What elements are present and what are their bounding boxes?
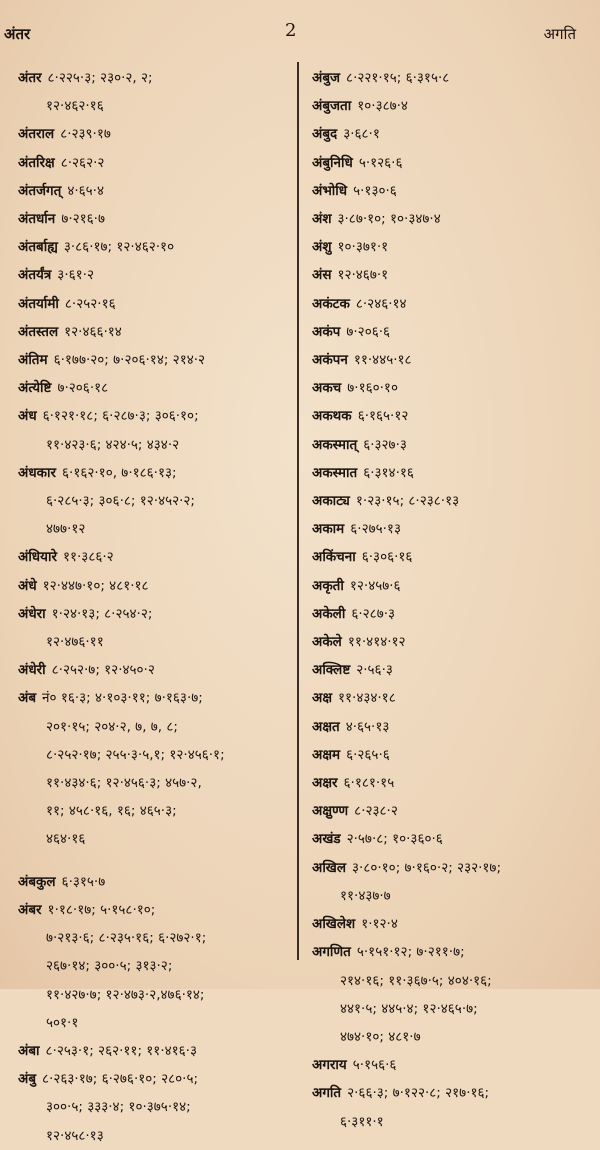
- headword: अंतस्तल: [18, 323, 59, 340]
- reference-continuation: ८·२५२·१७; २५५·३·५,१; १२·४५६·१;: [46, 746, 225, 763]
- reference-line: ८·२४६·१४: [355, 295, 407, 312]
- headword: अकंप: [312, 323, 341, 340]
- reference-line: १२·४४७·१०; ४८१·१८: [42, 577, 149, 594]
- reference-continuation: ४४१·५; ४४५·४; १२·४६५·७;: [340, 1000, 478, 1017]
- headword: अकस्मात: [312, 464, 358, 481]
- reference-line: ४·६५·१३: [345, 718, 390, 735]
- index-entry: [312, 825, 597, 853]
- index-entry: [312, 402, 597, 430]
- index-entry: [312, 600, 597, 628]
- index-entry: [18, 149, 288, 177]
- page-number: 2: [285, 20, 297, 41]
- running-header-left: अंतर: [4, 25, 31, 43]
- headword: अंतर्धान: [18, 211, 56, 228]
- index-entry: [312, 713, 597, 741]
- reference-line: १२·४६६·१४: [64, 323, 122, 340]
- reference-line: ८·२५२·१६: [64, 295, 116, 312]
- index-entry: [312, 374, 597, 402]
- headword: अंतर: [18, 70, 42, 86]
- reference-line: ५·१२६·६: [358, 154, 403, 171]
- running-header-right: अगति: [543, 25, 576, 43]
- index-entry: [312, 572, 597, 600]
- index-entry: [312, 261, 597, 289]
- reference-line: १२·४५७·६: [349, 577, 401, 594]
- reference-line: ८·२६२·२: [60, 154, 105, 171]
- headword: अंधियारे: [18, 549, 57, 566]
- reference-line: ८·२२५·३; २३०·२, २;: [47, 70, 153, 86]
- reference-line: ११·४३४·१८: [338, 690, 396, 707]
- reference-line: ६·२७५·१३: [350, 521, 401, 538]
- index-entry: [18, 402, 288, 430]
- headword: अखिल: [312, 859, 347, 876]
- index-entry: [312, 205, 597, 233]
- headword: अकथक: [312, 408, 352, 425]
- headword: अंध: [18, 408, 37, 425]
- headword: अकेले: [312, 634, 342, 651]
- headword: अगति: [312, 1085, 342, 1102]
- headword: अगराय: [312, 1057, 347, 1074]
- index-entry: [312, 64, 597, 92]
- index-entry: [18, 1065, 288, 1093]
- index-entry: [312, 459, 597, 487]
- reference-line: १·१८·१७; ५·१५८·१०;: [47, 901, 156, 918]
- index-entry: [18, 177, 288, 205]
- index-entry: [312, 543, 597, 571]
- index-entry: [18, 459, 288, 487]
- reference-line: ८·२५२·७; १२·४५०·२: [51, 662, 155, 679]
- headword: अगणित: [312, 944, 351, 961]
- headword: अंबर: [18, 901, 42, 918]
- left-column: [18, 64, 288, 1150]
- index-entry: [18, 896, 288, 924]
- reference-line: ३·८६·१७; १२·४६२·१०: [63, 239, 175, 256]
- index-entry: [18, 868, 288, 896]
- reference-line: १२·४६७·१: [337, 267, 389, 284]
- reference-line: ६·१८१·१५: [343, 775, 395, 792]
- index-entry: [18, 120, 288, 148]
- reference-continuation: ११; ४५८·१६, १६; ४६५·३;: [46, 803, 177, 820]
- index-entry: [18, 233, 288, 261]
- column-divider: [297, 62, 299, 960]
- headword: अंभोधि: [312, 182, 348, 199]
- index-entry: [312, 797, 597, 825]
- headword: अंबा: [18, 1042, 40, 1059]
- headword: अक्षुण्ण: [312, 803, 349, 820]
- reference-line: ७·२०६·६: [346, 323, 391, 340]
- reference-line: ६·१६२·१०, ७·१८६·१३;: [62, 464, 177, 481]
- index-entry: [312, 741, 597, 769]
- index-entry: [312, 515, 597, 543]
- reference-line: ६·३०६·१६: [361, 549, 413, 566]
- reference-continuation: ४७७·१२: [46, 521, 86, 538]
- headword: अकच: [312, 380, 342, 397]
- reference-continuation: ४७४·१०; ४८१·७: [340, 1028, 421, 1045]
- reference-continuation: १२·४६२·१६: [46, 98, 104, 115]
- reference-continuation: ११·४२३·६; ४२४·५; ४३४·२: [46, 436, 180, 453]
- index-entry: [312, 684, 597, 712]
- reference-line: ३·८७·१०; १०·३४७·४: [337, 211, 441, 228]
- index-entry: [312, 149, 597, 177]
- reference-line: ६·१२१·१८; ६·२८७·३; ३०६·१०;: [42, 408, 199, 425]
- headword: अंतिम: [18, 352, 48, 369]
- reference-continuation: ६·२८५·३; ३०६·८; १२·४५२·२;: [46, 493, 195, 510]
- reference-continuation: ७·२१३·६; ८·२३५·१६; ६·२७२·१;: [46, 930, 207, 947]
- index-entry: [312, 431, 597, 459]
- index-entry: [18, 656, 288, 684]
- index-entry: [312, 769, 597, 797]
- index-entry: [312, 854, 597, 882]
- headword: अंश: [312, 211, 332, 228]
- headword: अंतर्बाह्य: [18, 239, 58, 256]
- index-entry: [312, 233, 597, 261]
- reference-continuation: ५०१·१: [46, 1014, 79, 1031]
- headword: अकेली: [312, 605, 346, 622]
- reference-continuation: ४६४·१६: [46, 831, 86, 848]
- index-entry: [312, 318, 597, 346]
- reference-continuation: २६७·१४; ३००·५; ३१३·२;: [46, 958, 173, 975]
- index-entry: [18, 684, 288, 712]
- headword: अकाट्य: [312, 493, 350, 510]
- index-entry: [312, 487, 597, 515]
- reference-line: ३·८०·१०; ७·१६०·२; २३२·१७;: [352, 859, 501, 876]
- headword: अंबकुल: [18, 873, 56, 890]
- reference-line: ६·१७७·२०; ७·२०६·१४; २१४·२: [53, 352, 206, 369]
- headword: अंस: [312, 267, 332, 284]
- headword: अंबुजता: [312, 98, 352, 115]
- reference-continuation: १२·४७६·११: [46, 634, 104, 651]
- headword: अंधे: [18, 577, 37, 594]
- index-entry: [18, 346, 288, 374]
- index-entry: [312, 177, 597, 205]
- reference-line: १·१२·४: [361, 916, 398, 933]
- headword: अकाम: [312, 521, 345, 538]
- headword: अंबु: [18, 1071, 37, 1088]
- reference-continuation: ११·४२७·७; १२·४७३·२,४७६·१४;: [46, 986, 205, 1003]
- reference-line: ७·२०६·१८: [57, 380, 109, 397]
- reference-line: ३·६१·२: [57, 267, 94, 284]
- index-entry: [312, 120, 597, 148]
- headword: अंतर्जगत्: [18, 182, 62, 199]
- reference-line: २·६६·३; ७·१२२·८; २१७·१६;: [347, 1085, 490, 1102]
- headword: अखंड: [312, 831, 341, 848]
- headword: अंबुद: [312, 126, 338, 143]
- reference-line: ८·२६३·१७; ६·२७६·१०; २८०·५;: [42, 1071, 199, 1088]
- headword: अंतर्यामी: [18, 295, 59, 312]
- headword: अंतराल: [18, 126, 55, 143]
- index-entry: [312, 910, 597, 938]
- index-entry: [312, 290, 597, 318]
- reference-line: १०·३७१·१: [337, 239, 389, 256]
- index-entry: [312, 92, 597, 120]
- index-entry: [312, 938, 597, 966]
- reference-line: ५·१५६·६: [352, 1057, 397, 1074]
- reference-line: ७·२१६·७: [61, 211, 105, 228]
- index-entry: [18, 261, 288, 289]
- headword: अखिलेश: [312, 916, 356, 933]
- headword: अक्षम: [312, 746, 341, 763]
- index-entry: [312, 656, 597, 684]
- reference-line: ६·१६५·१२: [357, 408, 409, 425]
- headword: अक्षत: [312, 718, 340, 735]
- headword: अंत्येष्टि: [18, 380, 52, 397]
- reference-line: नं० १६·३; ४·१०३·११; ७·१६३·७;: [42, 690, 203, 707]
- reference-line: १·२३·१५; ८·२३८·१३: [355, 493, 460, 510]
- reference-continuation: १२·४५८·१३: [46, 1127, 104, 1144]
- right-column: [312, 64, 597, 1136]
- reference-line: ७·१६०·१०: [347, 380, 398, 397]
- headword: अकृती: [312, 577, 344, 594]
- headword: अकंपन: [312, 352, 348, 369]
- headword: अंबुनिधि: [312, 154, 353, 171]
- reference-line: २·५७·८; १०·३६०·६: [346, 831, 443, 848]
- headword: अंब: [18, 690, 37, 707]
- headword: अक्ष: [312, 690, 332, 707]
- reference-line: ११·४४५·१८: [353, 352, 412, 369]
- headword: अंशु: [312, 239, 332, 256]
- reference-line: ६·३२७·३: [363, 436, 407, 453]
- reference-line: ११·३८६·२: [62, 549, 114, 566]
- reference-line: ४·६५·४: [67, 182, 104, 199]
- index-entry: [312, 628, 597, 656]
- reference-line: ६·३१५·७: [61, 873, 106, 890]
- reference-line: ५·१५१·१२; ७·२११·७;: [356, 944, 465, 961]
- reference-line: ८·२५३·१; २६२·११; ११·४१६·३: [45, 1042, 197, 1059]
- index-entry: [18, 290, 288, 318]
- headword: अंतरिक्ष: [18, 154, 55, 171]
- reference-continuation: ११·४३७·७: [340, 887, 391, 904]
- reference-line: ५·१३०·६: [353, 182, 397, 199]
- headword: अंधेरी: [18, 662, 46, 679]
- reference-line: ६·२६५·६: [346, 746, 390, 763]
- headword: अकस्मात्: [312, 436, 358, 453]
- headword: अंधेरा: [18, 605, 46, 622]
- reference-line: ८·२२१·१५; ६·३१५·८: [346, 70, 450, 86]
- reference-continuation: ३००·५; ३३३·४; १०·३७५·१४;: [46, 1099, 191, 1116]
- index-entry: [312, 346, 597, 374]
- headword: अक्षर: [312, 775, 338, 792]
- headword: अक्लिष्ट: [312, 662, 351, 679]
- index-entry: [18, 205, 288, 233]
- headword: अंधकार: [18, 464, 57, 481]
- reference-line: २·५६·३: [356, 662, 393, 679]
- index-entry: [18, 318, 288, 346]
- index-entry: [18, 374, 288, 402]
- index-entry: [18, 572, 288, 600]
- reference-line: १०·३८७·४: [357, 98, 408, 115]
- index-entry: [18, 1037, 288, 1065]
- headword: अंबुज: [312, 70, 341, 86]
- reference-continuation: ११·४३४·६; १२·४५६·३; ४५७·२,: [46, 775, 202, 792]
- headword: अंतर्यंत्र: [18, 267, 52, 284]
- entry-gap: [18, 854, 288, 868]
- index-entry: [312, 1079, 597, 1107]
- reference-line: ६·२८७·३: [351, 605, 396, 622]
- headword: अकंटक: [312, 295, 350, 312]
- reference-continuation: ६·३११·१: [340, 1113, 384, 1130]
- reference-line: ११·४१४·१२: [347, 634, 406, 651]
- reference-line: ८·२३९·१७: [60, 126, 111, 143]
- reference-line: ८·२३८·२: [354, 803, 398, 820]
- index-entry: [18, 600, 288, 628]
- index-entry: [312, 1051, 597, 1079]
- reference-continuation: २०१·१५; २०४·२, ७, ७, ८;: [46, 718, 178, 735]
- reference-line: ६·३१४·१६: [363, 464, 414, 481]
- reference-line: ३·६८·१: [343, 126, 380, 143]
- index-entry: [18, 543, 288, 571]
- headword: अकिंचना: [312, 549, 356, 566]
- reference-line: १·२४·१३; ८·२५४·२;: [51, 605, 153, 622]
- reference-continuation: २१४·१६; ११·३६७·५; ४०४·१६;: [340, 972, 492, 989]
- index-entry: [18, 64, 288, 92]
